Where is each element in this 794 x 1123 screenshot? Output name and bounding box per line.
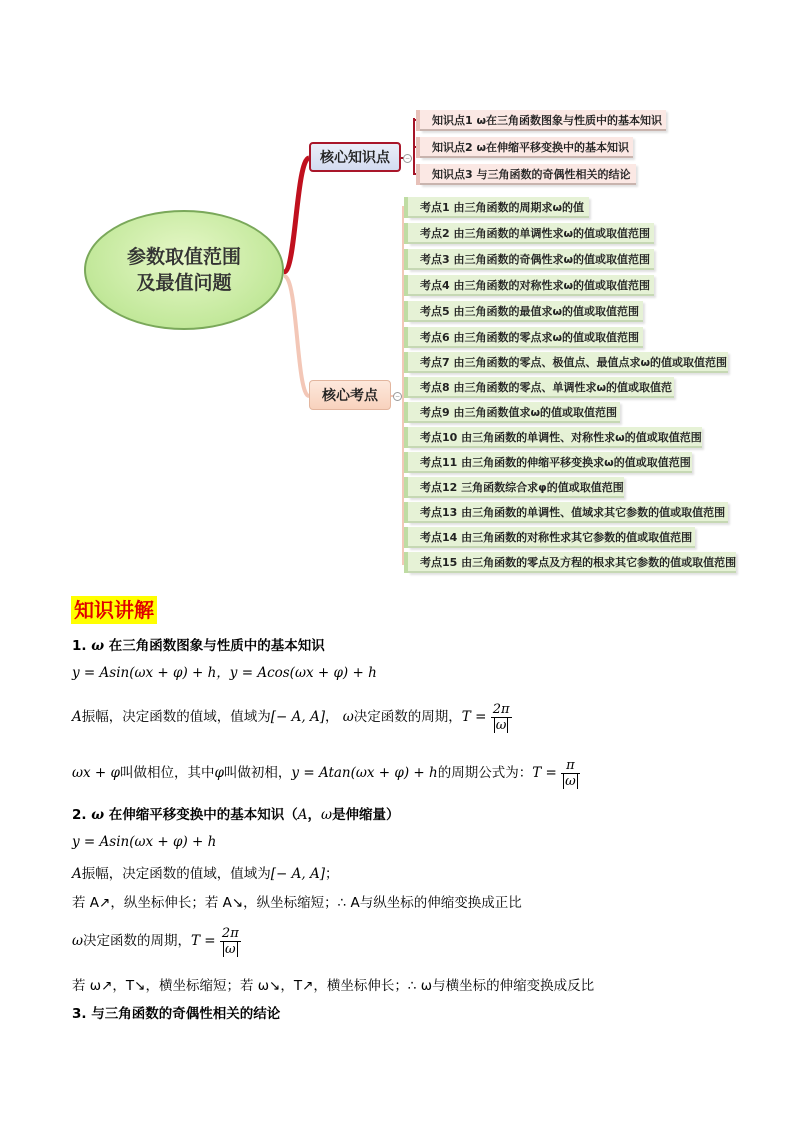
section-title-knowledge: 知识讲解 [71,596,157,624]
s2-l1-A: A [72,866,82,882]
s1-l1-omega: ω [342,709,354,725]
s2-l3-text: 决定函数的周期， [83,933,192,949]
s2-line-horizontal-scale: 若 ω↗，T↘，横坐标缩短；若 ω↘，T↗，横坐标伸长；∴ ω与横坐标的伸缩变换成反比 [72,978,595,994]
exam-point-3[interactable]: 考点3 由三角函数的奇偶性求ω的值或取值范围 [408,249,654,270]
exam-point-14[interactable]: 考点14 由三角函数的对称性求其它参数的值或取值范围 [408,527,695,548]
knowledge-point-1[interactable]: 知识点1 ω在三角函数图象与性质中的基本知识 [420,110,666,131]
exam-point-8[interactable]: 考点8 由三角函数的零点、单调性求ω的值或取值范 [408,377,674,398]
root-title-line1: 参数取值范围 [126,246,241,268]
s1-l1-den: ω [495,717,507,733]
s2-heading-tail: 是伸缩量） [332,807,400,823]
knowledge-point-3[interactable]: 知识点3 与三角函数的奇偶性相关的结论 [420,164,636,185]
mindmap-root-node [84,210,284,330]
s1-l2-text-b: 叫做初相， [223,765,292,781]
s2-heading-num: 2. [72,807,87,823]
s2-line-vertical-scale: 若 A↗，纵坐标伸长；若 A↘，纵坐标缩短；∴ A与纵坐标的伸缩变换成正比 [72,895,522,911]
s2-l1-text: 振幅，决定函数的值域，值域为 [81,866,271,882]
s1-l1-num: 2π [492,701,510,717]
s2-l3-T: T = [191,933,216,949]
s3-heading-text: 与三角函数的奇偶性相关的结论 [91,1006,281,1022]
exam-point-6[interactable]: 考点6 由三角函数的零点求ω的值或取值范围 [408,327,643,348]
branch-core-knowledge[interactable]: 核心知识点 [309,142,401,172]
s1-l1-fraction [491,702,512,733]
s2-heading-sep: ， [307,807,322,823]
s2-heading-omega: ω [91,807,105,823]
exam-point-2[interactable]: 考点2 由三角函数的单调性求ω的值或取值范围 [408,223,654,244]
exam-point-5[interactable]: 考点5 由三角函数的最值求ω的值或取值范围 [408,301,643,322]
s2-line-period [72,922,241,960]
branch-core-exam-points[interactable]: 核心考点 [309,380,391,410]
s3-heading [72,1004,280,1024]
s3-heading-num: 3. [72,1006,87,1022]
exam-point-1[interactable]: 考点1 由三角函数的周期求ω的值 [408,197,589,218]
s2-heading-text: 在伸缩平移变换中的基本知识（ [108,807,298,823]
root-title-line2: 及最值问题 [136,272,232,294]
s1-l2-text-a: 叫做相位，其中 [119,765,215,781]
s1-line-phase [72,754,580,792]
s1-formula: y = Asin(ωx + φ) + h，y = Acos(ωx + φ) + h [72,665,377,681]
s1-l2-den: ω [565,773,576,789]
s1-l1-text-b: 决定函数的周期， [353,709,462,725]
s1-heading-omega: ω [91,638,105,654]
exam-point-11[interactable]: 考点11 由三角函数的伸缩平移变换求ω的值或取值范围 [408,452,692,473]
exam-point-12[interactable]: 考点12 三角函数综合求φ的值或取值范围 [408,477,624,498]
collapse-toggle-icon[interactable]: − [394,393,401,400]
s1-l2-tan: y = Atan(ωx + φ) + h [291,765,438,781]
knowledge-point-2[interactable]: 知识点2 ω在伸缩平移变换中的基本知识 [420,137,633,158]
s1-l1-sep: ， [324,709,339,725]
s1-line-amplitude-period [72,698,512,736]
s2-heading-A: A [297,807,308,823]
s1-l2-T: T = [532,765,557,781]
s1-heading-num: 1. [72,638,87,654]
exam-point-7[interactable]: 考点7 由三角函数的零点、极值点、最值点求ω的值或取值范围 [408,352,728,373]
exam-point-13[interactable]: 考点13 由三角函数的单调性、值域求其它参数的值或取值范围 [408,502,728,523]
s1-l1-A: A [72,709,82,725]
s2-l3-omega: ω [72,933,84,949]
exam-point-10[interactable]: 考点10 由三角函数的单调性、对称性求ω的值或取值范围 [408,427,702,448]
exam-point-4[interactable]: 考点4 由三角函数的对称性求ω的值或取值范围 [408,275,654,296]
collapse-toggle-icon[interactable]: − [404,155,411,162]
s1-l2-text-c: 的周期公式为： [437,765,533,781]
s2-l3-fraction [220,926,241,957]
s2-l1-end: ； [324,866,339,882]
s2-l3-den: ω [225,941,236,957]
s1-heading [72,636,325,656]
s1-l2-fraction [561,758,580,789]
s1-l1-range: [− A, A] [270,709,325,725]
s1-heading-text: 在三角函数图象与性质中的基本知识 [108,638,325,654]
s2-heading-omega2: ω [321,807,333,823]
s2-l1-range: [− A, A] [270,866,325,882]
s1-l2-phi: φ [214,765,224,781]
exam-point-9[interactable]: 考点9 由三角函数值求ω的值或取值范围 [408,402,620,423]
s1-l1-text-a: 振幅，决定函数的值域，值域为 [81,709,271,725]
exam-point-15[interactable]: 考点15 由三角函数的零点及方程的根求其它参数的值或取值范围 [408,552,736,573]
s2-line-amplitude [72,864,338,884]
s2-l3-num: 2π [221,925,239,941]
s1-l2-phase: ωx + φ [72,765,120,781]
s2-formula: y = Asin(ωx + φ) + h [72,834,217,850]
s1-l1-T: T = [461,709,487,725]
s1-l2-num: π [561,758,580,774]
s2-heading [72,805,400,825]
